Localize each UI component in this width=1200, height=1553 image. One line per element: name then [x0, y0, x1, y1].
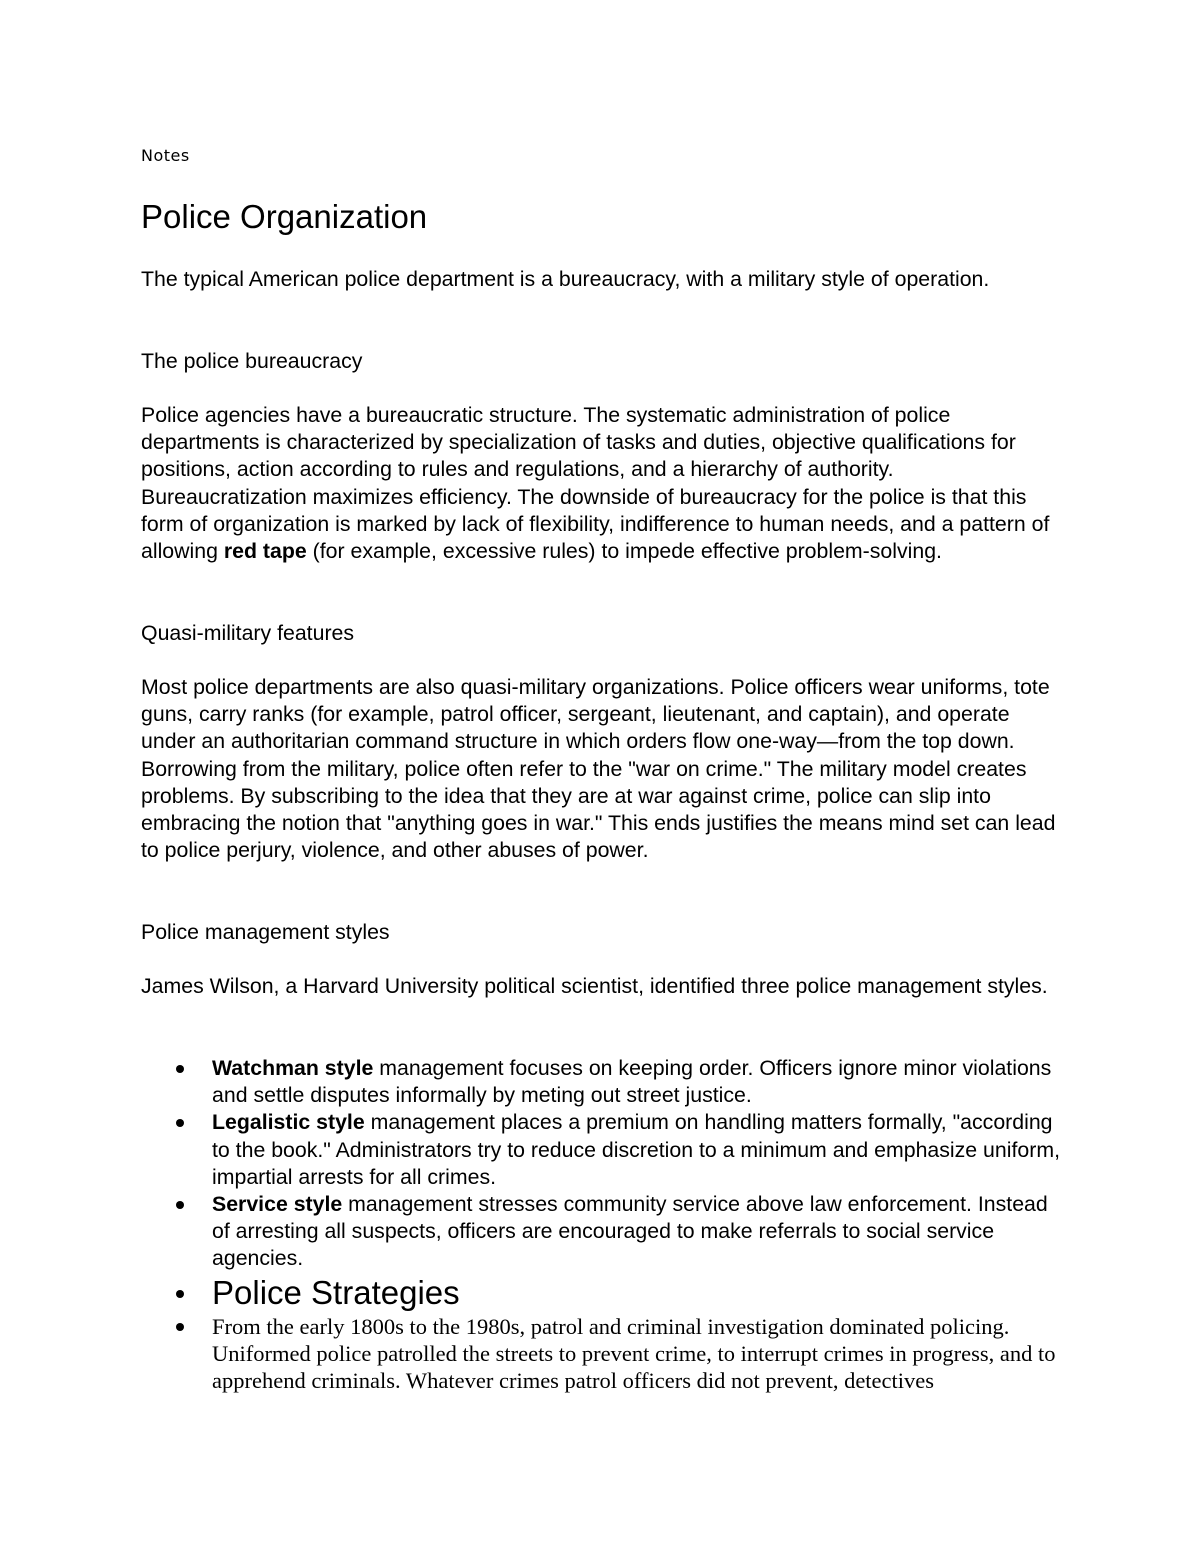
- management-styles-list: [141, 1055, 1061, 1394]
- section-heading-management: Police management styles: [141, 920, 390, 944]
- list-item-watchman: [141, 1055, 1061, 1109]
- list-item-strategies-heading: [141, 1273, 1061, 1313]
- quasi-military-paragraph: Most police departments are also quasi-military organizations. Police officers wear uniforms, tote guns, carry ranks (for example, patrol officer, sergeant, lieutenant, and captain), and operate under an authoritarian command structure in which orders flow one-way—from the top down. Borrowing from the military, police often refer to the "war on crime." The military model creates problems. By subscribing to the idea that they are at war against crime, police can slip into embracing the notion that "anything goes in war." This ends justifies the means mind set can lead to police perjury, violence, and other abuses of power.: [141, 675, 1056, 863]
- strategies-heading: Police Strategies: [212, 1273, 460, 1311]
- bureaucracy-text-end: (for example, excessive rules) to impede effective problem-solving.: [306, 539, 942, 564]
- section-heading-bureaucracy: The police bureaucracy: [141, 349, 363, 373]
- page-title: Police Organization: [141, 198, 428, 235]
- list-item-strategies-text: [141, 1313, 1061, 1395]
- red-tape-term: red tape: [223, 539, 307, 564]
- management-intro-paragraph: James Wilson, a Harvard University political scientist, identified three police management styles.: [141, 974, 1048, 998]
- strategies-paragraph: From the early 1800s to the 1980s, patrol and criminal investigation dominated policing. Uniformed police patrolled the streets to prevent crime, to interrupt crimes in progress, and to apprehend criminals. Whatever crimes patrol officers did not prevent, detectives: [212, 1313, 1056, 1394]
- bullet-icon: [176, 1201, 184, 1209]
- bureaucracy-text-start: Police agencies have a bureaucratic structure. The systematic administration of police departments is characterized by specialization of tasks and duties, objective qualifications for positions, action according to rules and regulations, and a hierarchy of authority. Bureaucratization maximizes efficiency. The downside of bureaucracy for the police is that this form of organization is marked by lack of flexibility, indifference to human needs, and a pattern of allowing: [141, 403, 1050, 564]
- bullet-icon: [176, 1323, 184, 1331]
- style-description: management stresses community service above law enforcement. Instead of arresting all suspects, officers are encouraged to make referrals to social service agencies.: [212, 1192, 1048, 1271]
- intro-paragraph: The typical American police department is a bureaucracy, with a military style of operation.: [141, 267, 990, 291]
- bullet-icon: [176, 1065, 184, 1073]
- style-name: Watchman style: [212, 1056, 374, 1080]
- style-name: Service style: [212, 1192, 343, 1217]
- notes-label: Notes: [141, 146, 190, 165]
- style-description: management focuses on keeping order. Officers ignore minor violations and settle disputes informally by meting out street justice.: [212, 1056, 1052, 1108]
- bullet-icon: [176, 1290, 184, 1298]
- style-description: management places a premium on handling matters formally, "according to the book." Administrators try to reduce discretion to a minimum and emphasize uniform, impartial arrests for all crimes.: [212, 1110, 1060, 1189]
- bullet-icon: [176, 1119, 184, 1127]
- list-item-service: [141, 1191, 1061, 1273]
- list-item-legalistic: [141, 1109, 1061, 1191]
- bureaucracy-paragraph: [141, 402, 1061, 565]
- style-name: Legalistic style: [212, 1110, 365, 1135]
- section-heading-quasi-military: Quasi-military features: [141, 621, 355, 645]
